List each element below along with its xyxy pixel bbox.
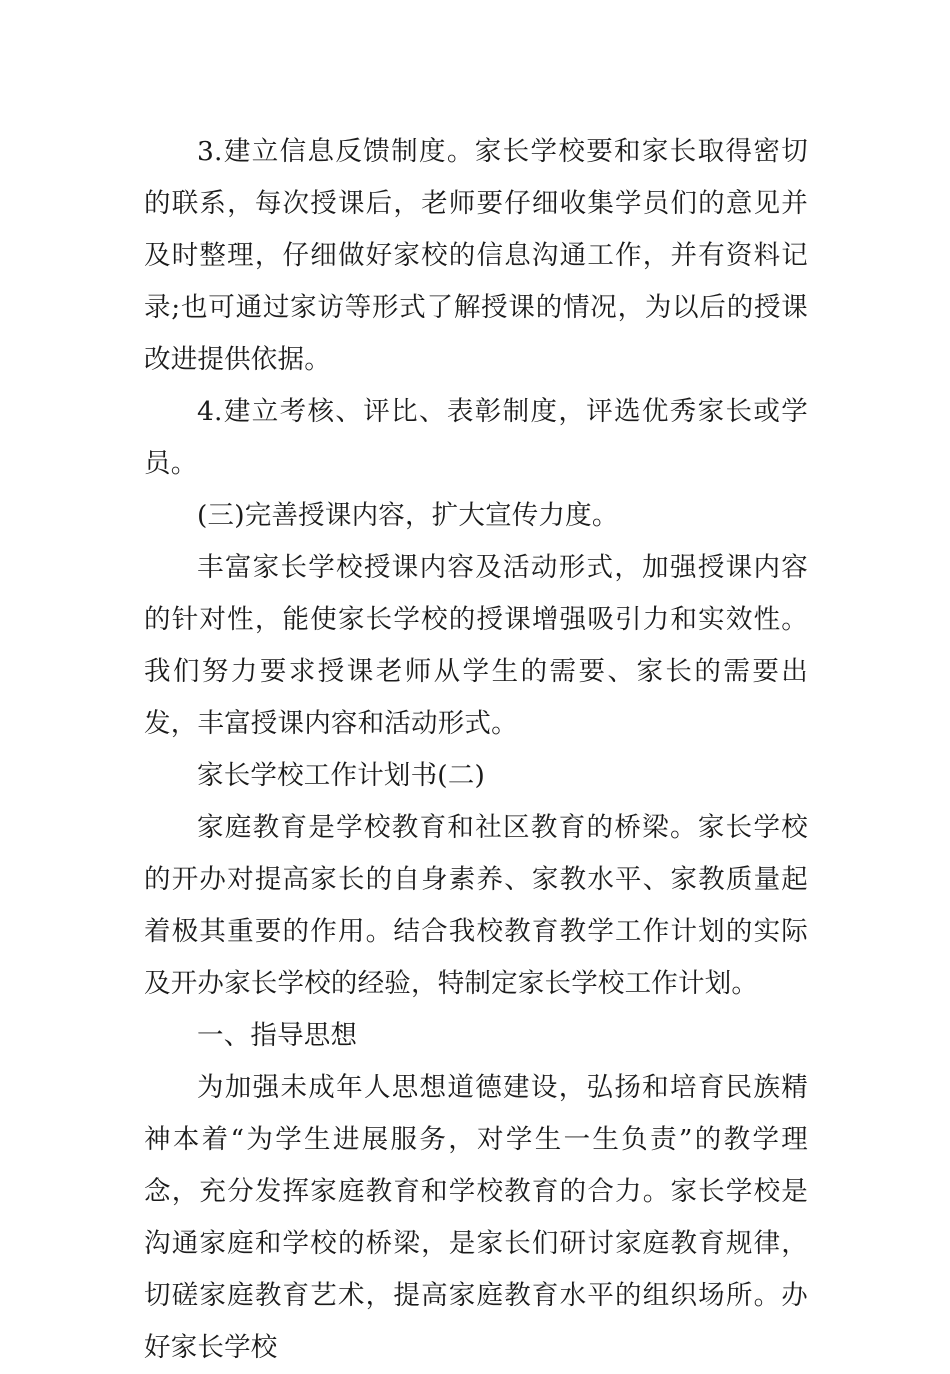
paragraph-guiding-ideology-heading: 一、指导思想	[197, 1020, 358, 1051]
paragraph-enrich-content: 丰富家长学校授课内容及活动形式，加强授课内容的针对性，能使家长学校的授课增强吸引力和实效性。我们努力要求授课老师从学生的需要、家长的需要出发，丰富授课内容和活动形式。	[144, 552, 808, 739]
paragraph-assessment-system: 4.建立考核、评比、表彰制度，评选优秀家长或学员。	[144, 396, 808, 479]
document-body	[144, 126, 808, 1374]
paragraph-feedback-system: 3.建立信息反馈制度。家长学校要和家长取得密切的联系，每次授课后，老师要仔细收集学员们的意见并及时整理，仔细做好家校的信息沟通工作，并有资料记录;也可通过家访等形式了解授课的情况，为以后的授课改进提供依据。	[144, 136, 808, 375]
paragraph-section-three-heading: (三)完善授课内容，扩大宣传力度。	[197, 500, 619, 531]
paragraph-guiding-ideology: 为加强未成年人思想道德建设，弘扬和培育民族精神本着“为学生进展服务，对学生一生负责”的教学理念，充分发挥家庭教育和学校教育的合力。家长学校是沟通家庭和学校的桥梁，是家长们研讨家庭教育规律，切磋家庭教育艺术，提高家庭教育水平的组织场所。办好家长学校	[144, 1072, 808, 1363]
paragraph-family-education: 家庭教育是学校教育和社区教育的桥梁。家长学校的开办对提高家长的自身素养、家教水平、家教质量起着极其重要的作用。结合我校教育教学工作计划的实际及开办家长学校的经验，特制定家长学校工作计划。	[144, 812, 808, 999]
paragraph-plan-two-title: 家长学校工作计划书(二)	[197, 760, 486, 791]
